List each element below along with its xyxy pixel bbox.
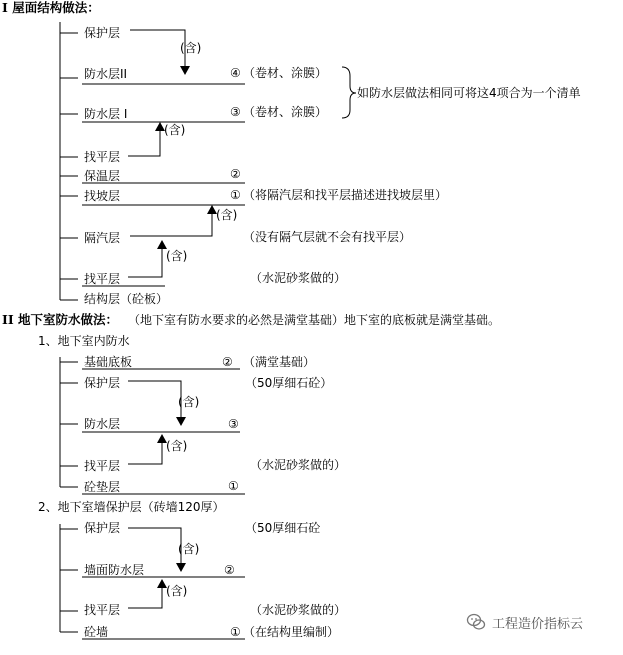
p1-note-jichu: （满堂基础） — [243, 355, 316, 369]
section1-heading: I 屋面结构做法： — [2, 0, 100, 15]
arrow-down-icon — [180, 66, 190, 75]
p2-layer-zhaoping: 找平层 — [84, 603, 121, 617]
layer-baowen: 保温层 — [84, 169, 121, 183]
connector-zhaoping-to-fangshui — [128, 443, 162, 464]
connector-baohu-to-fangshui — [130, 30, 185, 66]
p2-note-qiang: （在结构里编制） — [243, 625, 340, 639]
wechat-logo-icon — [466, 612, 486, 632]
p2-layer-qiangmian: 墙面防水层 — [84, 563, 145, 577]
connector-zhaoping-to-fangshui — [128, 131, 160, 156]
watermark-text: 工程造价指标云 — [492, 616, 584, 632]
section2-heading-note: （地下室有防水要求的必然是满堂基础）地下室的底板就是满堂基础。 — [128, 313, 501, 327]
arrow-up-icon — [157, 240, 167, 249]
note-zhaopo: （将隔汽层和找平层描述进找坡层里） — [243, 188, 448, 202]
han-label: (含) — [166, 439, 188, 453]
connector-baohu-to-fangshui — [128, 528, 181, 563]
part2-title: 2、地下室墙保护层（砖墙120厚） — [38, 500, 225, 514]
p2-num-1: ① — [230, 625, 241, 639]
layer-zhaoping-1: 找平层 — [84, 150, 121, 164]
connector-zhaoping-to-geqi — [128, 249, 162, 277]
han-label: (含) — [178, 542, 200, 556]
p1-note-zhaoping: （水泥砂浆做的） — [250, 458, 347, 472]
p2-layer-qiang: 砼墙 — [84, 625, 109, 639]
num-1: ① — [230, 188, 241, 202]
p1-layer-zhaoping: 找平层 — [84, 459, 121, 473]
note-fangshui-1: （卷材、涂膜） — [243, 105, 328, 119]
p2-note-baohu: （50厚细石砼 — [245, 521, 321, 535]
layer-fangshui-2: 防水层II — [84, 67, 128, 81]
num-3: ③ — [230, 105, 241, 119]
han-label: (含) — [166, 584, 188, 598]
han-label: (含) — [178, 395, 200, 409]
p2-num-2: ② — [224, 563, 235, 577]
connector-zhaoping-to-fangshui — [128, 588, 162, 608]
num-2: ② — [230, 167, 241, 181]
han-label: (含) — [180, 41, 202, 55]
p1-layer-fangshui: 防水层 — [84, 417, 121, 431]
watermark — [466, 611, 583, 633]
arrow-down-icon — [176, 563, 186, 572]
connector-geqi-to-zhaopo — [130, 214, 212, 236]
p1-note-baohu: （50厚细石砼） — [245, 376, 333, 390]
layer-zhaopo: 找坡层 — [84, 189, 121, 203]
layer-zhaoping-2: 找平层 — [84, 272, 121, 286]
han-label: (含) — [164, 123, 186, 137]
p1-layer-baohu: 保护层 — [84, 376, 121, 390]
layer-geqi: 隔汽层 — [84, 231, 121, 245]
p1-num-3: ③ — [228, 417, 239, 431]
connector-baohu-to-fangshui — [128, 381, 181, 417]
p1-layer-jichu: 基础底板 — [84, 355, 133, 369]
p2-layer-baohu: 保护层 — [84, 521, 121, 535]
note-geqi: （没有隔气层就不会有找平层） — [243, 230, 412, 244]
p1-layer-dianceng: 砼垫层 — [84, 480, 121, 494]
han-label: (含) — [166, 249, 188, 263]
brace-note: 如防水层做法相同可将这4项合为一个清单 — [357, 86, 581, 100]
num-4: ④ — [230, 66, 241, 80]
note-fangshui-2: （卷材、涂膜） — [243, 66, 328, 80]
right-brace — [342, 67, 356, 118]
layer-jiegou: 结构层（砼板） — [84, 292, 169, 306]
layer-fangshui-1: 防水层 I — [84, 107, 128, 121]
p1-num-1: ① — [228, 479, 239, 493]
arrow-down-icon — [176, 417, 186, 426]
note-zhaoping-2: （水泥砂浆做的） — [250, 271, 347, 285]
layer-baohu: 保护层 — [84, 26, 121, 40]
han-label: (含) — [216, 208, 238, 222]
section2-heading: II 地下室防水做法： — [2, 312, 119, 327]
p1-num-2: ② — [222, 355, 233, 369]
part1-title: 1、地下室内防水 — [38, 334, 130, 348]
p2-note-zhaoping: （水泥砂浆做的） — [250, 603, 347, 617]
